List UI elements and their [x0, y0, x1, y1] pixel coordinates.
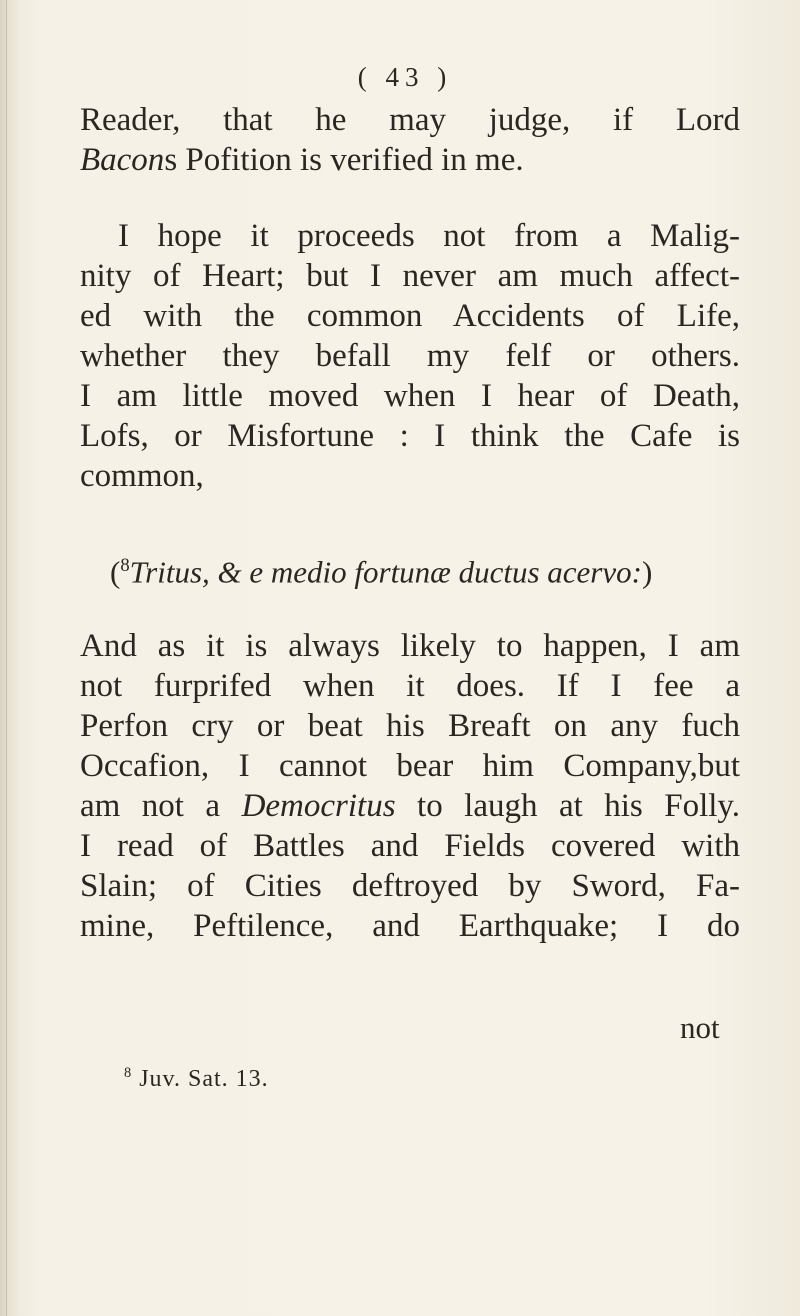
text-line: Perfon cry or beat his Breaft on any fuch [80, 708, 740, 744]
text-fragment: am not a [80, 788, 221, 824]
page-edge-line [6, 0, 7, 1316]
text-line: mine, Peftilence, and Earthquake; I do [80, 908, 740, 944]
text-line: nity of Heart; but I never am much affect- [80, 258, 740, 294]
footnote-marker: 8 [124, 1065, 133, 1081]
text-line: not furprifed when it does. If I fee a [80, 668, 740, 704]
text-line: Occafion, I cannot bear him Company,but [80, 748, 740, 784]
text-fragment: s Pofition is verified in me. [164, 142, 524, 178]
page-number: ( 43 ) [357, 62, 453, 92]
text-line: And as it is always likely to happen, I am [80, 628, 740, 664]
text-line: Slain; of Cities deftroyed by Sword, Fa- [80, 868, 740, 904]
paragraph-3 [80, 626, 740, 946]
latin-quotation [110, 546, 750, 592]
text-line: common, [80, 458, 204, 494]
italic-name-democritus: Democritus [241, 788, 396, 824]
page-gutter-shadow [0, 0, 18, 1316]
quote-open-paren: ( [110, 554, 121, 590]
text-line: whether they befall my felf or others. [80, 338, 740, 374]
text-line [80, 786, 740, 826]
text-line: I am little moved when I hear of Death, [80, 378, 740, 414]
text-line: Reader, that he may judge, if Lord [80, 102, 740, 138]
text-line: Lofs, or Misfortune : I think the Cafe is [80, 418, 740, 454]
footnote-text: Juv. Sat. 13. [139, 1066, 269, 1092]
quote-close-paren: ) [641, 554, 653, 590]
text-line [80, 140, 740, 180]
footnote [124, 1058, 269, 1094]
text-line: ed with the common Accidents of Life, [80, 298, 740, 334]
text-fragment: to laugh at his Folly. [417, 788, 741, 824]
text-line: I hope it proceeds not from a Malig- [118, 218, 740, 254]
paragraph-1 [80, 100, 740, 180]
footnote-marker: 8 [120, 555, 130, 576]
text-line: I read of Battles and Fields covered with [80, 828, 740, 864]
paragraph-2 [80, 216, 740, 496]
catchword: not [680, 1010, 720, 1045]
quote-text: Tritus, & e medio fortunæ ductus acervo: [129, 554, 642, 590]
italic-name-bacon: Bacon [80, 142, 165, 178]
